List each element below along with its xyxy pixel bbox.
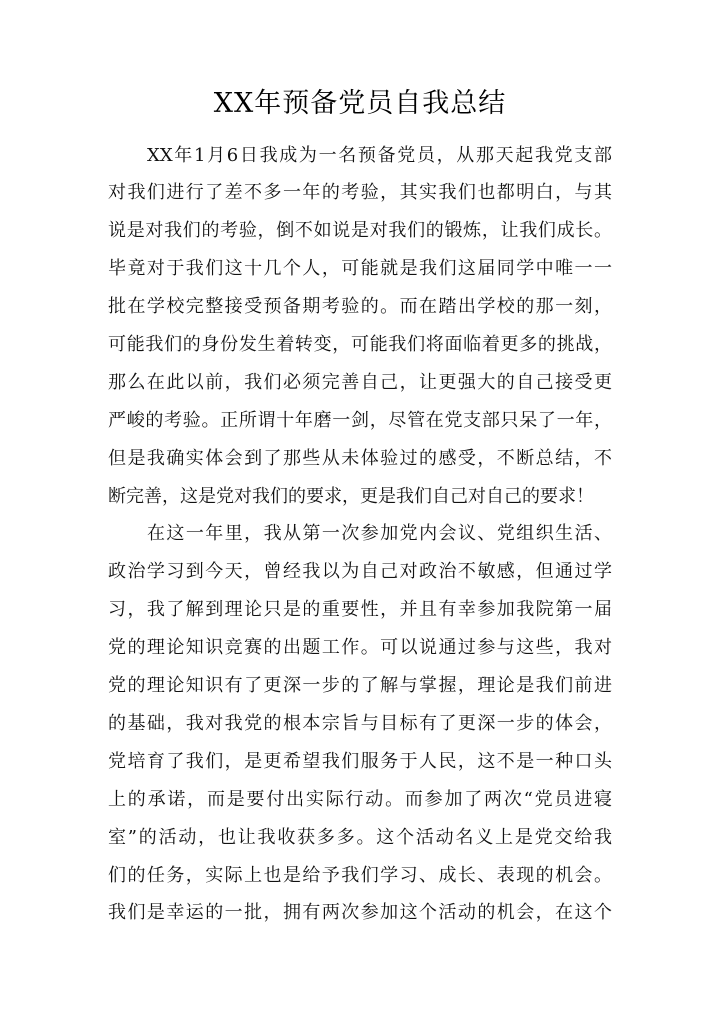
body-line: 党培育了我们，是更希望我们服务于人民，这不是一种口头 (108, 751, 612, 772)
body-line: 那么在此以前，我们必须完善自己，让更强大的自己接受更 (108, 372, 612, 393)
body-line: 们的任务，实际上也是给予我们学习、成长、表现的机会。 (108, 865, 612, 886)
body-line: 党的理论知识竞赛的出题工作。可以说通过参与这些，我对 (108, 637, 612, 658)
body-line: 说是对我们的考验，倒不如说是对我们的锻炼，让我们成长。 (108, 220, 612, 241)
body-line: 对我们进行了差不多一年的考验，其实我们也都明白，与其 (108, 182, 612, 203)
body-line: 政治学习到今天，曾经我以为自己对政治不敏感，但通过学 (108, 561, 612, 582)
body-line: 可能我们的身份发生着转变，可能我们将面临着更多的挑战， (108, 334, 612, 355)
body-line: 但是我确实体会到了那些从未体验过的感受，不断总结，不 (108, 448, 612, 469)
body-line: 我们是幸运的一批，拥有两次参加这个活动的机会，在这个 (108, 902, 612, 923)
body-line: XX年1月6日我成为一名预备党员，从那天起我党支部 (147, 145, 612, 166)
body-line: 习，我了解到理论只是的重要性，并且有幸参加我院第一届 (108, 599, 612, 620)
body-line: 党的理论知识有了更深一步的了解与掌握，理论是我们前进 (108, 675, 612, 696)
body-line: 严峻的考验。正所谓十年磨一剑，尽管在党支部只呆了一年， (108, 410, 612, 431)
body-line: 在这一年里，我从第一次参加党内会议、党组织生活、 (147, 523, 612, 544)
body-line: 毕竟对于我们这十几个人，可能就是我们这届同学中唯一一 (108, 258, 612, 279)
body-line: 批在学校完整接受预备期考验的。而在踏出学校的那一刻， (108, 296, 612, 317)
body-line: 上的承诺，而是要付出实际行动。而参加了两次“党员进寝 (108, 789, 612, 810)
body-line: 室”的活动，也让我收获多多。这个活动名义上是党交给我 (108, 827, 612, 848)
body-line: 的基础，我对我党的根本宗旨与目标有了更深一步的体会， (108, 713, 612, 734)
document-title: XX年预备党员自我总结 (213, 88, 507, 119)
body-line: 断完善，这是党对我们的要求，更是我们自己对自己的要求！ (108, 486, 594, 507)
